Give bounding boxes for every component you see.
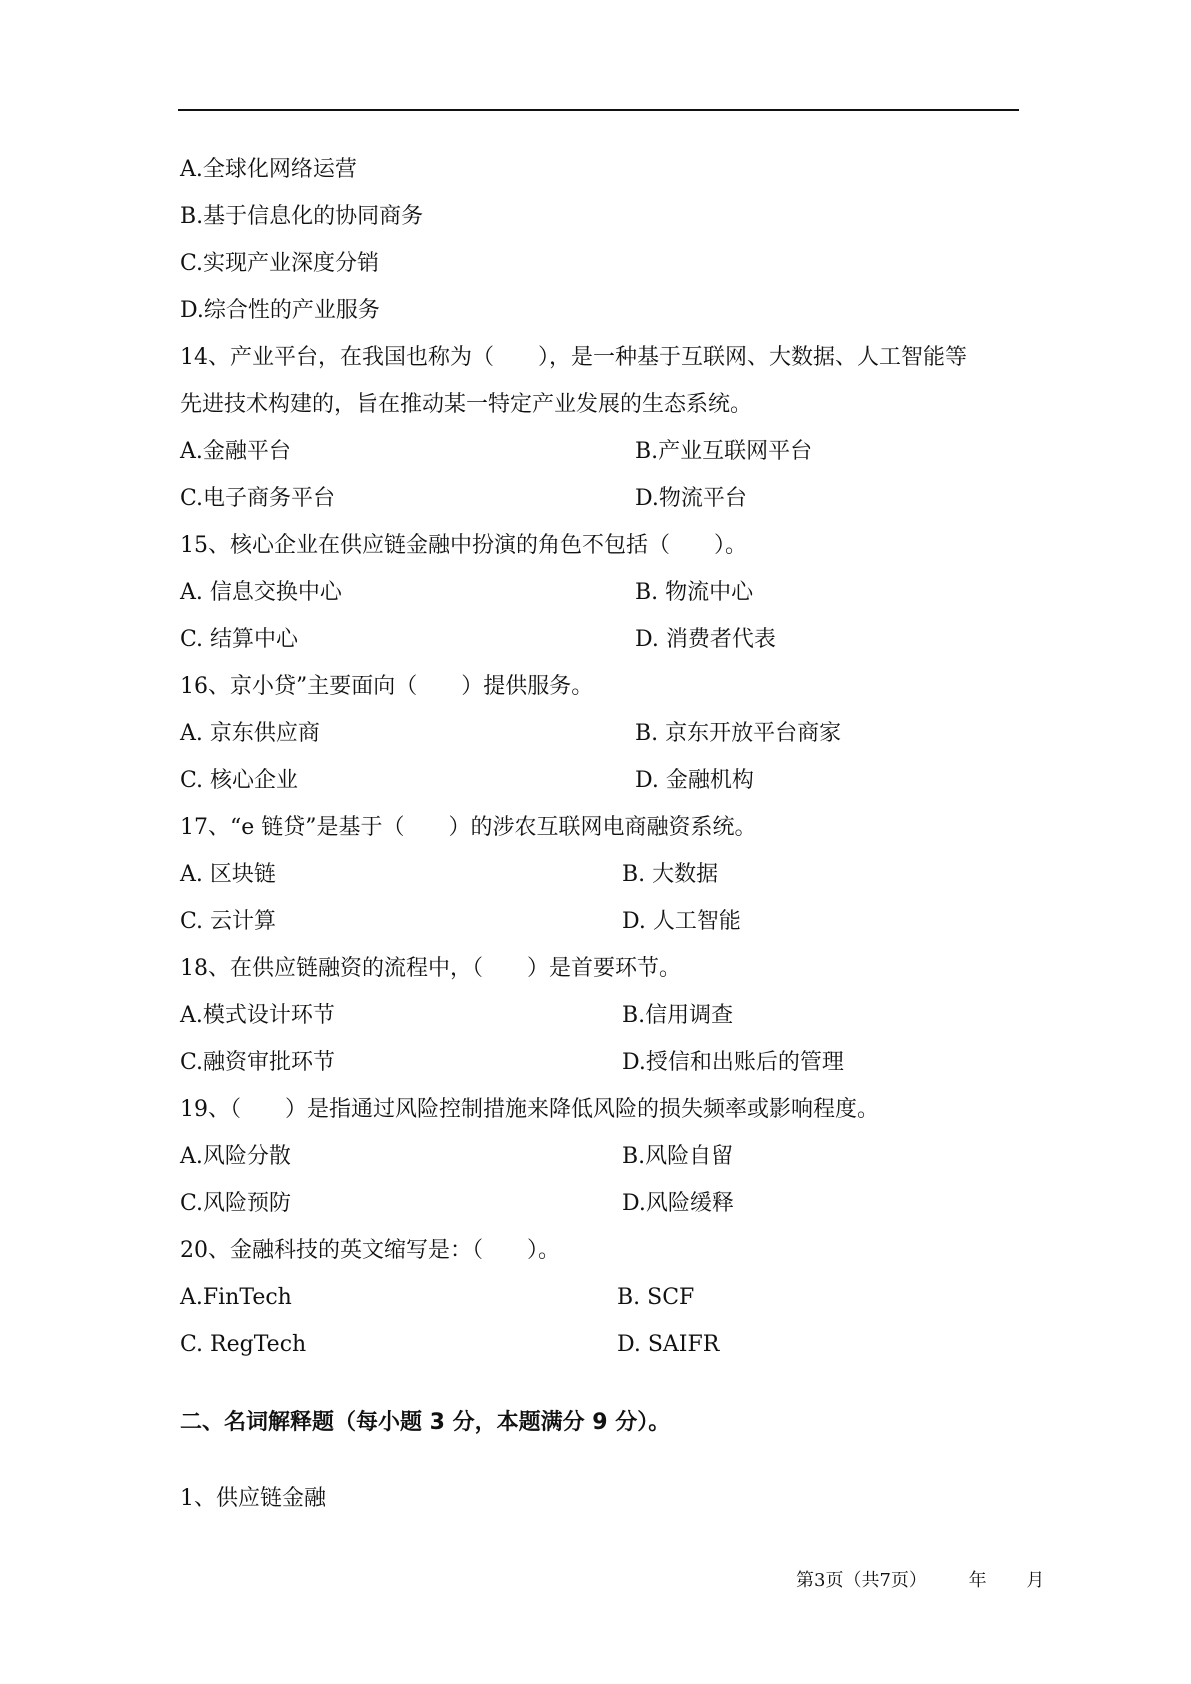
q14-option-d: D.物流平台	[635, 486, 747, 511]
q15-option-b: B. 物流中心	[635, 580, 754, 605]
q20-options-row2	[180, 1321, 1020, 1368]
q17-stem: 17、“e 链贷”是基于（ ）的涉农互联网电商融资系统。	[180, 815, 757, 840]
q19-stem: 19、（ ）是指通过风险控制措施来降低风险的损失频率或影响程度。	[180, 1097, 879, 1122]
q13-option-b: B.基于信息化的协同商务	[180, 204, 424, 229]
q19-option-d: D.风险缓释	[622, 1191, 734, 1216]
q20-option-d: D. SAIFR	[617, 1332, 720, 1357]
page-footer	[796, 1566, 1044, 1592]
q18-options-row2	[180, 1039, 1020, 1086]
q14-options-row1	[180, 428, 1020, 475]
q15-option-a: A. 信息交换中心	[180, 580, 342, 605]
q19-options-row2	[180, 1180, 1020, 1227]
q18-option-d: D.授信和出账后的管理	[622, 1050, 844, 1075]
q18-options-row1	[180, 992, 1020, 1039]
q15-options-row1	[180, 569, 1020, 616]
section2-heading: 二、名词解释题（每小题 3 分，本题满分 9 分）。	[180, 1410, 671, 1435]
q17-option-d: D. 人工智能	[622, 909, 741, 934]
q14-option-b: B.产业互联网平台	[635, 439, 813, 464]
q16-option-c: C. 核心企业	[180, 768, 299, 793]
q14-option-a: A.金融平台	[180, 439, 291, 464]
section2-term-1: 1、供应链金融	[180, 1486, 326, 1511]
q17-options-row2	[180, 898, 1020, 945]
q15-stem: 15、核心企业在供应链金融中扮演的角色不包括（ ）。	[180, 533, 747, 558]
q14-options-row2	[180, 475, 1020, 522]
page-number: 第3页（共7页）	[796, 1570, 927, 1591]
q18-option-b: B.信用调查	[622, 1003, 734, 1028]
q14-option-c: C.电子商务平台	[180, 486, 336, 511]
q16-options-row1	[180, 710, 1020, 757]
q20-stem: 20、金融科技的英文缩写是：（ ）。	[180, 1238, 560, 1263]
q18-stem: 18、在供应链融资的流程中，（ ）是首要环节。	[180, 956, 681, 981]
q19-options-row1	[180, 1133, 1020, 1180]
q17-option-b: B. 大数据	[622, 862, 719, 887]
q19-option-b: B.风险自留	[622, 1144, 734, 1169]
q13-option-a: A.全球化网络运营	[180, 157, 357, 182]
header-rule	[178, 109, 1019, 111]
q16-stem: 16、京小贷”主要面向（ ）提供服务。	[180, 674, 594, 699]
q18-option-c: C.融资审批环节	[180, 1050, 336, 1075]
q17-option-a: A. 区块链	[180, 862, 276, 887]
q16-option-b: B. 京东开放平台商家	[635, 721, 842, 746]
q17-option-c: C. 云计算	[180, 909, 277, 934]
q20-option-c: C. RegTech	[180, 1332, 307, 1357]
q20-options-row1	[180, 1274, 1020, 1321]
q13-option-c: C.实现产业深度分销	[180, 251, 380, 276]
q16-option-d: D. 金融机构	[635, 768, 754, 793]
q15-option-d: D. 消费者代表	[635, 627, 776, 652]
q14-stem-line2: 先进技术构建的，旨在推动某一特定产业发展的生态系统。	[180, 392, 753, 417]
q19-option-a: A.风险分散	[180, 1144, 291, 1169]
footer-year: 年	[968, 1570, 987, 1591]
q20-option-b: B. SCF	[617, 1285, 695, 1310]
q14-stem-line1: 14、产业平台，在我国也称为（ ），是一种基于互联网、大数据、人工智能等	[180, 345, 967, 370]
q16-option-a: A. 京东供应商	[180, 721, 320, 746]
q19-option-c: C.风险预防	[180, 1191, 292, 1216]
q15-options-row2	[180, 616, 1020, 663]
q20-option-a: A.FinTech	[180, 1285, 292, 1310]
footer-month: 月	[1026, 1570, 1045, 1591]
q15-option-c: C. 结算中心	[180, 627, 299, 652]
q13-option-d: D.综合性的产业服务	[180, 298, 380, 323]
q16-options-row2	[180, 757, 1020, 804]
q18-option-a: A.模式设计环节	[180, 1003, 335, 1028]
q17-options-row1	[180, 851, 1020, 898]
exam-page-body	[180, 146, 1020, 1522]
